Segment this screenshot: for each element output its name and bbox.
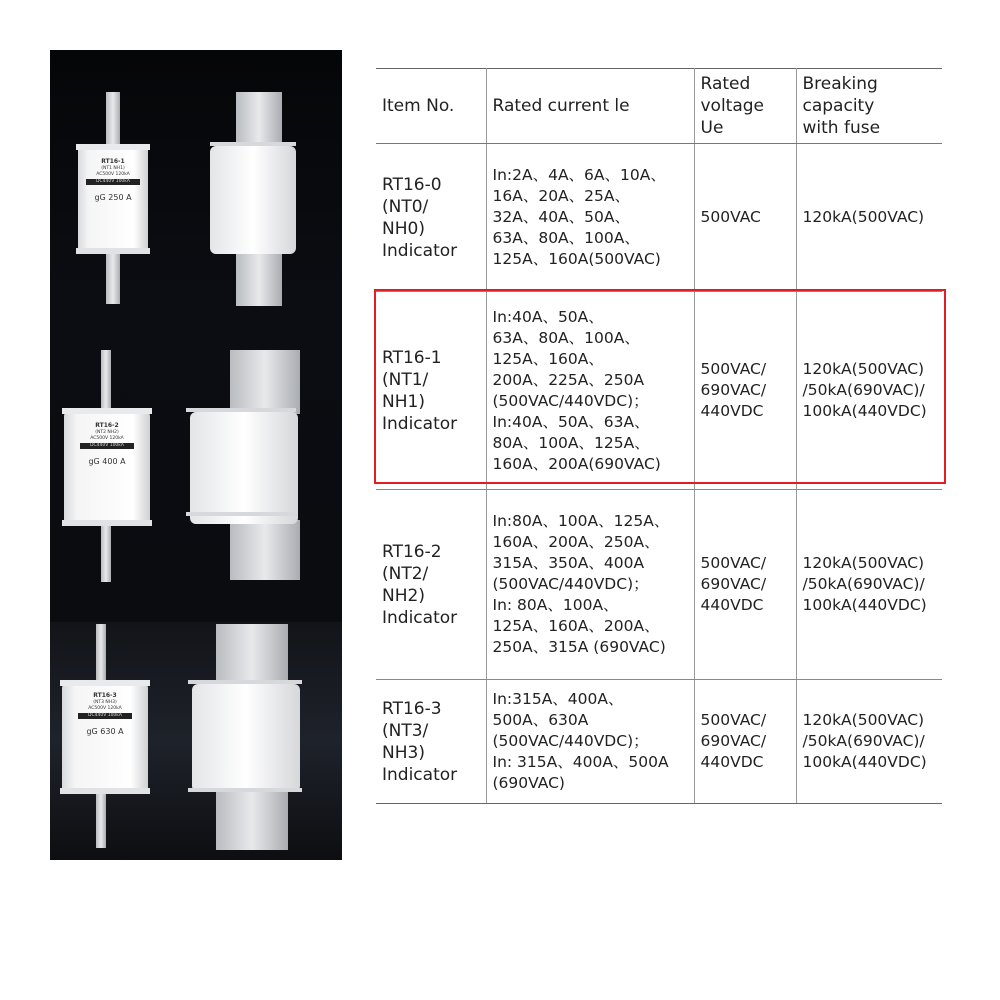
table-row — [376, 144, 942, 292]
cell-rated-current — [486, 490, 694, 680]
cell-line: 200A、225A、250A — [492, 370, 645, 389]
cell-line: 315A、350A、400A — [492, 554, 645, 572]
cell-line: 100kA(440VDC) — [802, 402, 927, 420]
cell-line: 63A、80A、100A、 — [492, 229, 640, 247]
header-line: with fuse — [802, 118, 881, 138]
cell-line: (NT3/ — [382, 720, 429, 741]
fuse-side-2 — [186, 350, 300, 580]
cell-line: 120kA(500VAC) — [802, 711, 925, 729]
fuse-label-current: gG 250 A — [94, 193, 132, 202]
cell-line: (500VAC/440VDC)； — [492, 575, 649, 593]
cell-line: RT16-0 — [382, 174, 442, 195]
fuse-label-rating: AC500V 120kA — [96, 172, 130, 177]
cell-breaking-capacity — [796, 144, 942, 292]
cell-line: 125A、160A、200A、 — [492, 617, 660, 635]
cell-line: NH0) — [382, 218, 425, 239]
fuse-label-current: gG 400 A — [88, 457, 126, 466]
cell-line: 80A、100A、125A、 — [492, 433, 650, 452]
cell-rated-current — [486, 292, 694, 490]
cell-line: NH3) — [382, 742, 425, 763]
table-header-row — [376, 69, 942, 144]
fuse-label-sub: (NT3 NH3) — [93, 700, 117, 705]
cell-line: 120kA(500VAC) — [802, 554, 925, 572]
fuse-label-model: RT16-2 — [95, 422, 119, 429]
fuse-label-sub: (NT1 NH1) — [101, 166, 125, 171]
cell-breaking-capacity — [796, 490, 942, 680]
cell-line: Indicator — [382, 413, 458, 434]
fuse-label-dc: DC440V 100kA — [86, 179, 140, 185]
fuse-label-2 — [72, 422, 142, 469]
header-breaking-capacity — [796, 69, 942, 144]
cell-line: Indicator — [382, 607, 458, 628]
cell-line: 160A、200A、250A、 — [492, 533, 660, 551]
header-line: voltage — [700, 96, 765, 116]
header-rated-voltage — [694, 69, 796, 144]
cell-rated-voltage — [694, 680, 796, 804]
product-photo-panel — [50, 50, 342, 860]
table-row — [376, 490, 942, 680]
cell-line: 500VAC/ — [700, 554, 767, 572]
fuse-label-3 — [70, 692, 140, 739]
cell-line: 690VAC/ — [700, 732, 767, 750]
header-line: Rated — [700, 74, 751, 94]
fuse-spec-table — [376, 68, 942, 804]
fuse-label-model: RT16-3 — [93, 692, 117, 699]
cell-line: In: 315A、400A、500A — [492, 753, 669, 771]
cell-breaking-capacity — [796, 292, 942, 490]
cell-line: 500VAC/ — [700, 360, 767, 378]
cell-line: (690VAC) — [492, 774, 565, 792]
cell-line: 125A、160A(500VAC) — [492, 250, 661, 268]
cell-line: Indicator — [382, 764, 458, 785]
cell-line: 690VAC/ — [700, 381, 767, 399]
cell-line: 120kA(500VAC) — [802, 208, 925, 226]
cell-line: In:2A、4A、6A、10A、 — [492, 166, 666, 184]
cell-line: 120kA(500VAC) — [802, 360, 925, 378]
cell-item-no — [376, 144, 486, 292]
fuse-label-rating: AC500V 120kA — [90, 436, 124, 441]
fuse-label-1 — [80, 158, 146, 205]
header-rated-current: Rated current le — [486, 69, 694, 144]
cell-line: 250A、315A (690VAC) — [492, 638, 666, 656]
cell-rated-voltage — [694, 490, 796, 680]
header-line: Ue — [700, 118, 724, 138]
fuse-label-dc: DC440V 100kA — [78, 713, 132, 719]
cell-line: 100kA(440VDC) — [802, 596, 927, 614]
fuse-label-model: RT16-1 — [101, 158, 125, 165]
cell-line: 100kA(440VDC) — [802, 753, 927, 771]
cell-line: 440VDC — [700, 402, 764, 420]
cell-rated-voltage — [694, 292, 796, 490]
cell-item-no — [376, 490, 486, 680]
cell-line: Indicator — [382, 240, 458, 261]
cell-line: 440VDC — [700, 596, 764, 614]
cell-line: 690VAC/ — [700, 575, 767, 593]
cell-line: /50kA(690VAC)/ — [802, 381, 925, 399]
fuse-label-sub: (NT2 NH2) — [95, 430, 119, 435]
fuse-side-3 — [188, 624, 302, 850]
header-item-no: Item No. — [376, 69, 486, 144]
cell-line: /50kA(690VAC)/ — [802, 575, 925, 593]
cell-line: 125A、160A、 — [492, 349, 604, 368]
cell-line: 440VDC — [700, 753, 764, 771]
cell-line: (500VAC/440VDC)； — [492, 732, 649, 750]
fuse-side-1 — [210, 92, 296, 306]
cell-line: RT16-1 — [382, 347, 442, 368]
cell-line: (NT1/ — [382, 369, 429, 390]
cell-rated-current — [486, 144, 694, 292]
cell-line: 63A、80A、100A、 — [492, 328, 640, 347]
header-line: Breaking — [802, 74, 878, 94]
table-row — [376, 680, 942, 804]
cell-line: In:315A、400A、 — [492, 690, 624, 708]
cell-breaking-capacity — [796, 680, 942, 804]
cell-line: In:40A、50A、63A、 — [492, 412, 650, 431]
cell-line: In:40A、50A、 — [492, 307, 604, 326]
cell-line: /50kA(690VAC)/ — [802, 732, 925, 750]
cell-line: 500A、630A — [492, 711, 589, 729]
fuse-label-dc: DC440V 100kA — [80, 443, 134, 449]
cell-line: 16A、20A、25A、 — [492, 187, 630, 205]
cell-line: NH2) — [382, 585, 425, 606]
cell-item-no — [376, 680, 486, 804]
cell-line: 500VAC — [700, 208, 761, 226]
cell-line: NH1) — [382, 391, 425, 412]
cell-rated-current — [486, 680, 694, 804]
cell-line: 32A、40A、50A、 — [492, 208, 630, 226]
cell-line: (NT2/ — [382, 563, 429, 584]
cell-line: In:80A、100A、125A、 — [492, 512, 670, 530]
cell-rated-voltage — [694, 144, 796, 292]
fuse-label-rating: AC500V 120kA — [88, 706, 122, 711]
cell-line: RT16-3 — [382, 698, 442, 719]
cell-line: (500VAC/440VDC)； — [492, 391, 649, 410]
cell-line: 160A、200A(690VAC) — [492, 454, 661, 473]
cell-line: 500VAC/ — [700, 711, 767, 729]
cell-line: (NT0/ — [382, 196, 429, 217]
fuse-label-current: gG 630 A — [86, 727, 124, 736]
header-line: capacity — [802, 96, 875, 116]
cell-line: RT16-2 — [382, 541, 442, 562]
cell-item-no — [376, 292, 486, 490]
table-row — [376, 292, 942, 490]
cell-line: In: 80A、100A、 — [492, 596, 619, 614]
